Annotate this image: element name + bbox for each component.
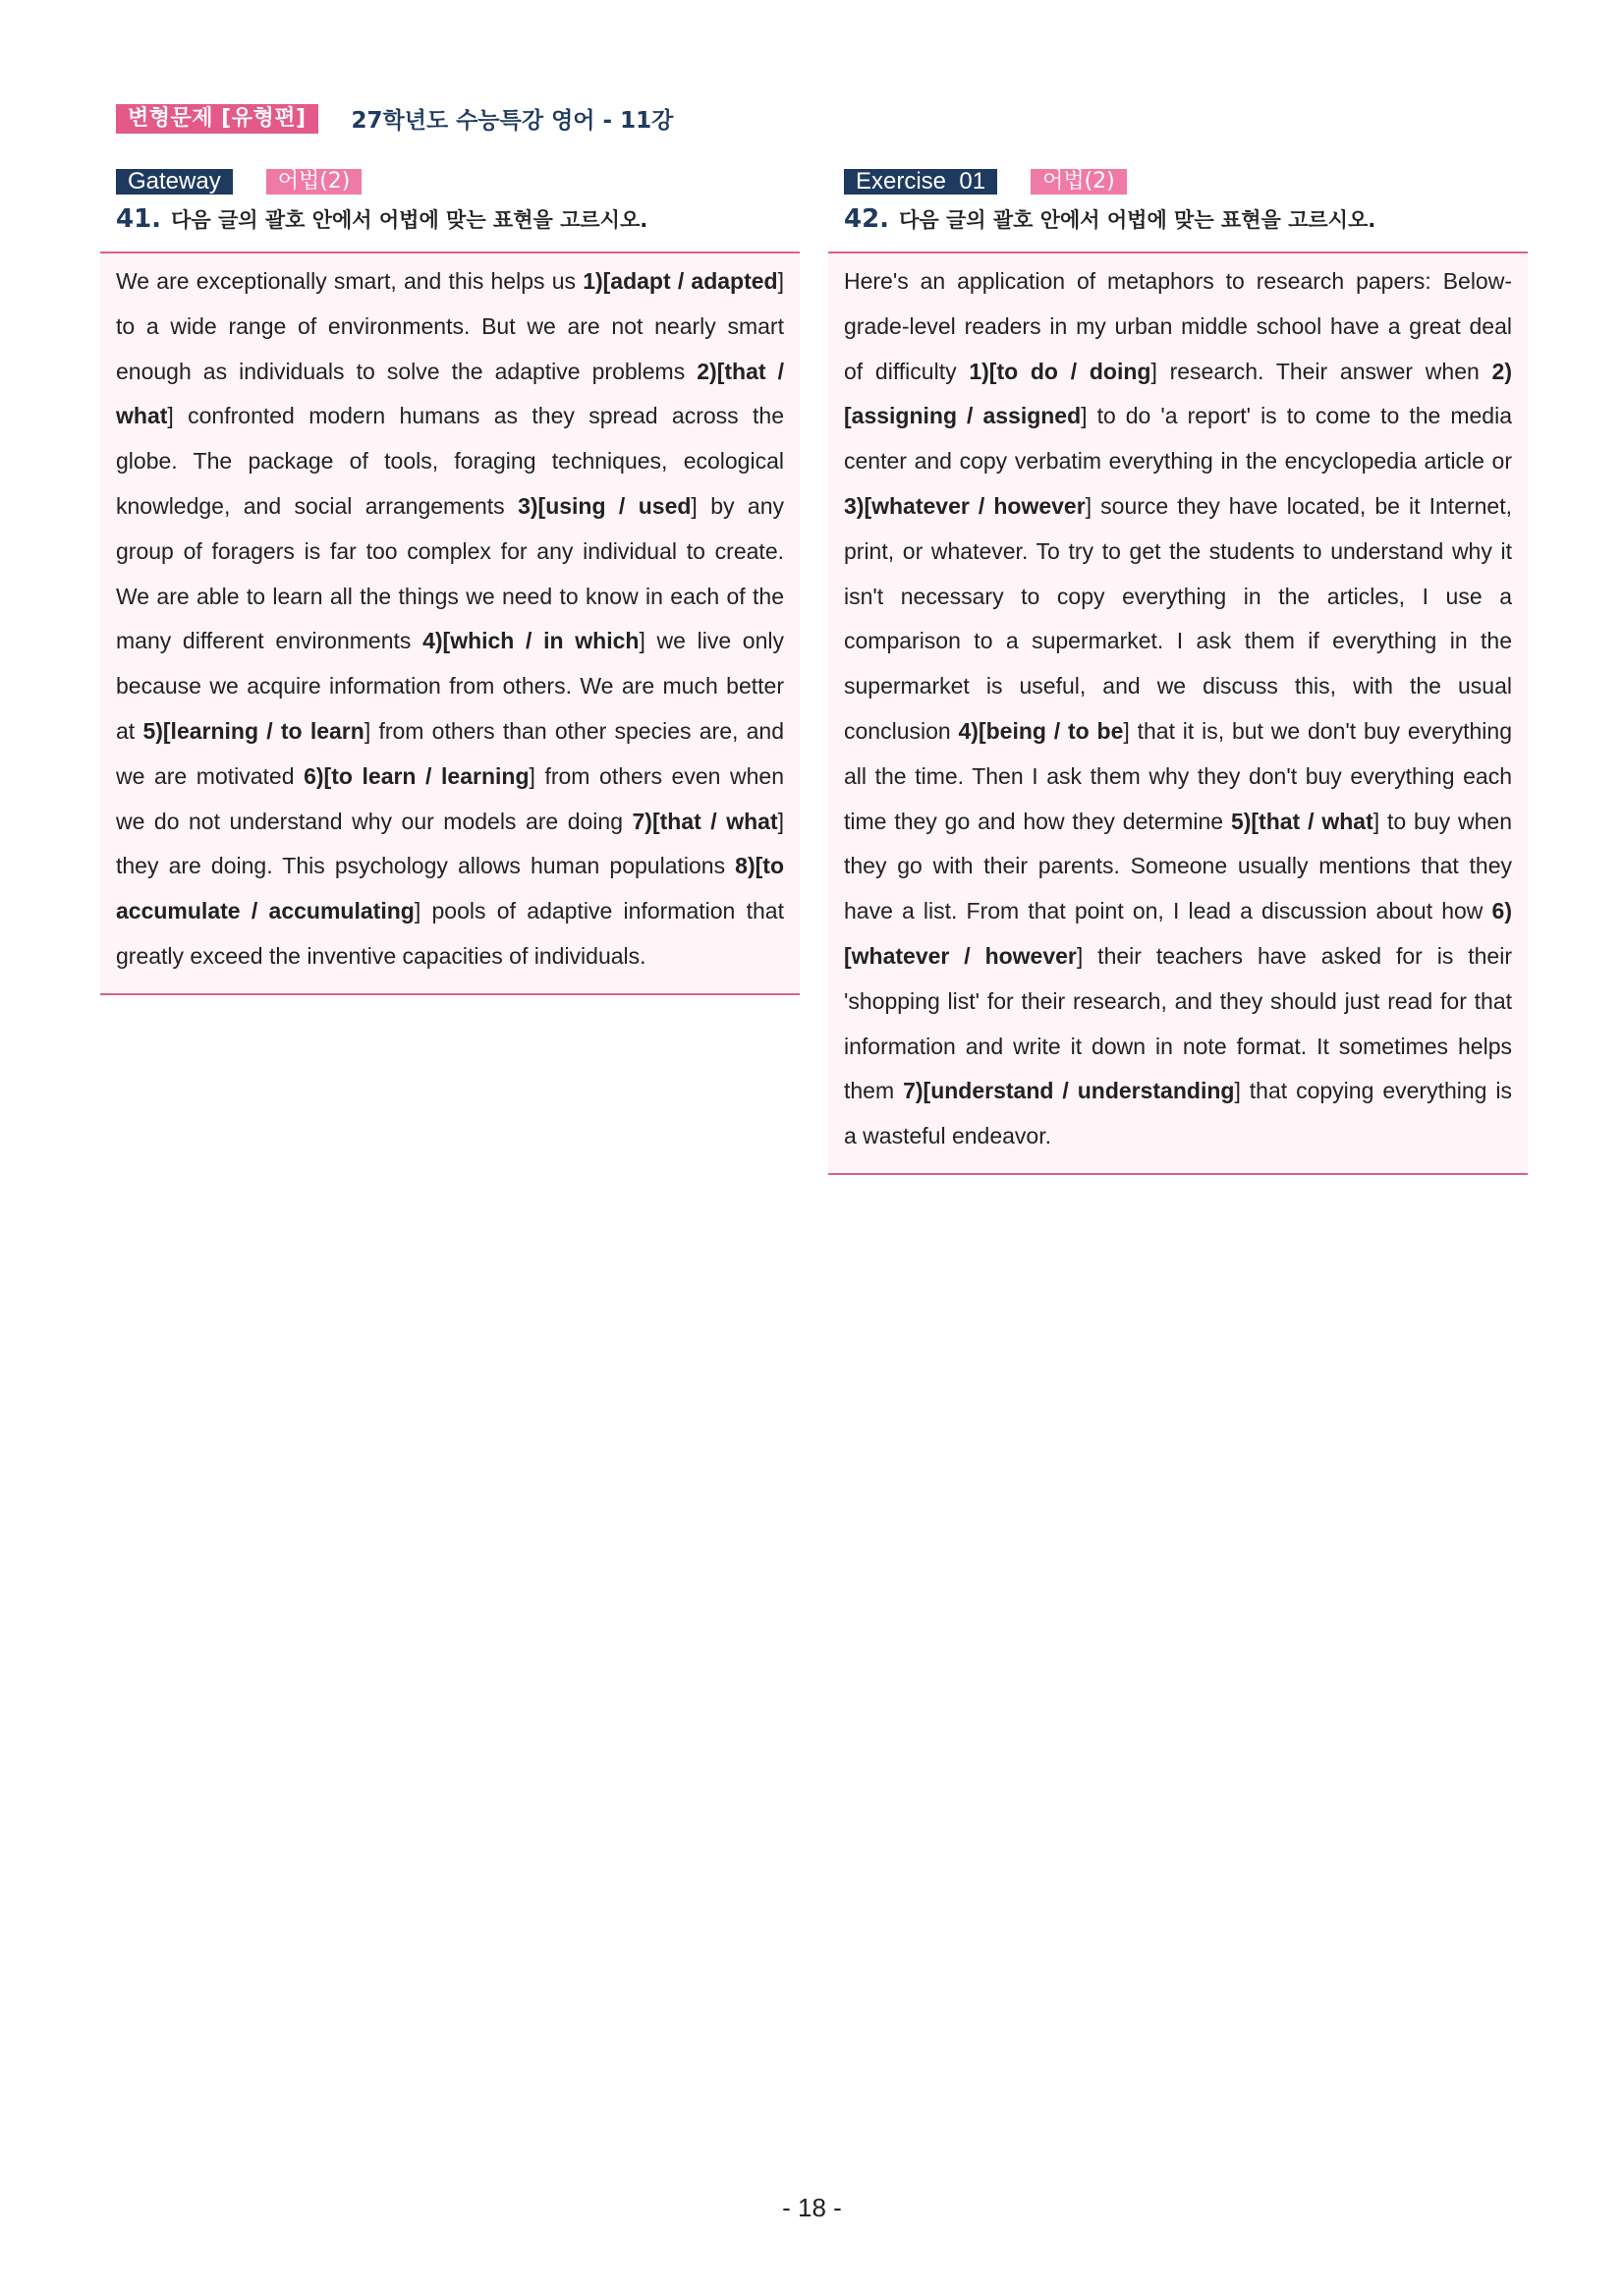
question-instruction: 다음 글의 괄호 안에서 어법에 맞는 표현을 고르시오. [171,208,648,232]
passage-run: ] they are doing. This psychology allows human populations [116,808,784,879]
page-number: - 18 - [782,2193,842,2222]
question-42-column [828,169,1528,1175]
passage-box [100,252,800,995]
blank-choice: 1)[adapt / adapted [583,268,778,294]
blank-choice: 1)[to do / doing [969,358,1151,384]
question-tags [844,169,1528,195]
passage-run: ] from others than other species are, and we are motivated [116,717,784,789]
passage-run: ] research. Their answer when [1150,358,1492,384]
section-tag: Exercise 01 [844,169,997,195]
passage-run: Here's an application of metaphors to research papers: Below-grade-level readers in my urban middle school have a great deal of difficulty [844,268,1512,384]
blank-choice: 3)[using / used [518,492,692,519]
blank-choice: 8)[to accumulate / accumulating [116,853,784,924]
passage-run: ] from others even when we do not understand why our models are doing [116,762,784,834]
document-title: 27학년도 수능특강 영어 - 11강 [351,108,674,134]
blank-choice: 7)[understand / understanding [903,1078,1235,1104]
passage-box [828,252,1528,1175]
blank-choice: 3)[whatever / however [844,492,1086,519]
blank-choice: 5)[that / what [1230,808,1373,834]
question-instruction: 다음 글의 괄호 안에서 어법에 맞는 표현을 고르시오. [899,208,1376,232]
page-header [116,102,673,135]
blank-choice: 6)[to learn / learning [304,762,530,789]
question-number: 41. [116,204,162,234]
passage-run: We are exceptionally smart, and this helps us [116,268,584,294]
question-tags [116,169,800,195]
question-heading [844,204,1528,240]
blank-choice: 2)[assigning / assigned [844,358,1512,429]
passage-run: ] to a wide range of environments. But we are not nearly smart enough as individuals to solve the adaptive problems [116,268,784,384]
passage-text [116,259,784,980]
passage-run: ] their teachers have asked for is their 'shopping list' for their research, and they should just read for that information and write it down in note format. It sometimes helps them [844,942,1512,1104]
question-heading [116,204,800,240]
passage-run: ] we live only because we acquire information from others. We are much better at [116,628,785,744]
passage-run: ] by any group of foragers is far too complex for any individual to create. We are able to learn all the things we need to know in each of the many different environments [116,492,784,654]
category-badge: 변형문제 [유형편] [116,104,318,134]
passage-run: ] that it is, but we don't buy everything all the time. Then I ask them why they don't buy everything each time they go and how they determine [844,717,1512,834]
type-tag: 어법(2) [266,169,363,195]
blank-choice: 4)[which / in which [422,628,640,654]
passage-run: ] that copying everything is a wasteful endeavor. [844,1078,1513,1149]
passage-text [844,259,1512,1159]
section-tag: Gateway [116,169,233,195]
blank-choice: 6)[whatever / however [844,898,1512,969]
passage-run: ] confronted modern humans as they spread across the globe. The package of tools, foraging techniques, ecological knowledge, and social arrangements [116,403,784,519]
passage-run: ] to buy when they go with their parents. Someone usually mentions that they have a list. From that point on, I lead a discussion about how [844,808,1512,924]
type-tag: 어법(2) [1031,169,1127,195]
blank-choice: 4)[being / to be [958,717,1124,744]
passage-run: ] pools of adaptive information that greatly exceed the inventive capacities of individuals. [116,898,784,969]
blank-choice: 5)[learning / to learn [142,717,364,744]
blank-choice: 2)[that / what [116,358,784,429]
question-41-column [100,169,800,995]
passage-run: ] to do 'a report' is to come to the media center and copy verbatim everything in the encyclopedia article or [844,403,1513,475]
passage-run: ] source they have located, be it Internet, print, or whatever. To try to get the students to understand why it isn't necessary to copy everything in the articles, I use a comparison to a supermarket. I ask them if everything in the supermarket is useful, and we discuss this, with the usual conclusion [844,492,1513,744]
blank-choice: 7)[that / what [632,808,778,834]
question-number: 42. [844,204,890,234]
